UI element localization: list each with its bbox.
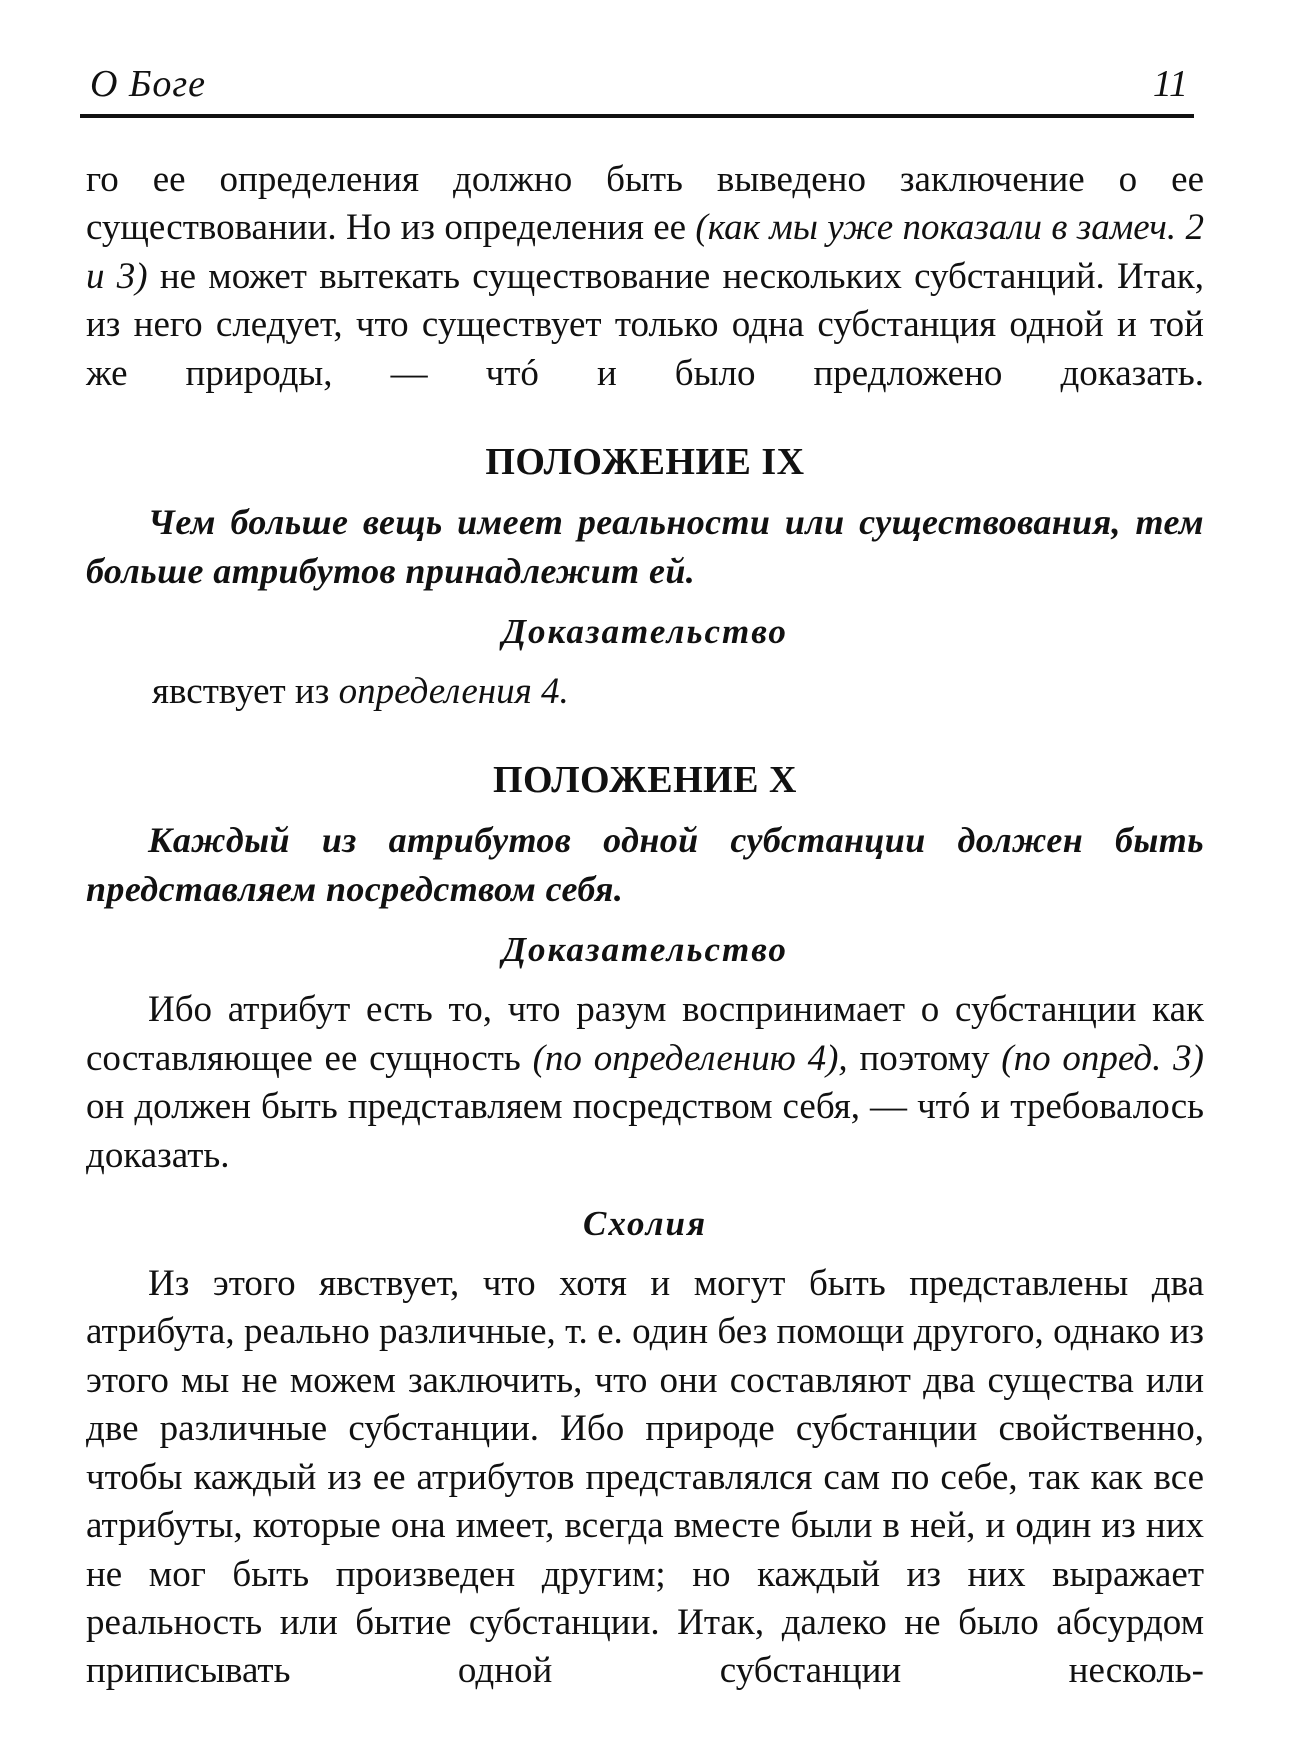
continuation-reference: (как мы уже показали в замеч. 2 и 3) <box>86 207 1204 297</box>
header-rule <box>80 114 1194 118</box>
continuation-text-2: не может вытекать существование нескольких субстанций. Итак, из него следует, что существует только одна субстанция одной и той же природы, — чтó и было предложено доказать. <box>86 255 1204 394</box>
page-body <box>86 156 1204 1696</box>
proposition-9-proof <box>86 668 1204 716</box>
continuation-paragraph <box>86 156 1204 398</box>
proposition-10-proof-heading: Доказательство <box>502 930 788 970</box>
running-head <box>86 62 1194 114</box>
proposition-9-proof-text: явствует из <box>152 671 339 713</box>
continuation-text-1: го ее определения должно быть выведено заключение о ее существовании. Но из определения ее <box>86 159 1204 249</box>
proposition-9-proof-reference: определения 4. <box>338 671 569 713</box>
page-number: 11 <box>1152 63 1188 105</box>
proposition-9-proof-heading: Доказательство <box>502 612 788 652</box>
proposition-10-proof-text-1: Ибо атрибут есть то, что разум воспринимает о субстанции как составляющее ее сущность <box>86 989 1204 1079</box>
scholium-text: Из этого явствует, что хотя и могут быть представлены два атрибута, реально различные, т. е. один без помощи другого, однако из этого мы не можем заключить, что они составляют два существа или две различные субстанции. Ибо природе субстанции свойственно, чтобы каждый из ее атрибутов представлялся сам по себе, так как все атрибуты, которые она имеет, всегда вместе были в ней, и один из них не мог быть произведен другим; но каждый из них выражает реальность или бытие субстанции. Итак, далеко не было абсурдом приписывать одной субстанции несколь- <box>86 1263 1204 1692</box>
proposition-10-proof-reference-2: (по опред. 3) <box>1001 1037 1204 1079</box>
proposition-10-statement: Каждый из атрибутов одной субстанции должен быть представляем посредством себя. <box>86 820 1204 910</box>
proposition-10-proof-text-3: он должен быть представляем посредством себя, — чтó и требовалось доказать. <box>86 1086 1204 1176</box>
proposition-10-heading: ПОЛОЖЕНИЕ X <box>493 759 797 802</box>
proposition-9-heading: ПОЛОЖЕНИЕ IX <box>485 441 805 484</box>
scholium-heading: Схолия <box>582 1204 708 1244</box>
proposition-10-proof-text-2: поэтому <box>847 1037 1002 1079</box>
proposition-10-proof-reference-1: (по определению 4), <box>532 1037 848 1079</box>
proposition-10-proof <box>86 986 1204 1180</box>
proposition-9-statement: Чем больше вещь имеет реальности или существования, тем больше атрибутов принадлежит ей. <box>86 502 1204 592</box>
running-title: О Боге <box>90 63 207 105</box>
